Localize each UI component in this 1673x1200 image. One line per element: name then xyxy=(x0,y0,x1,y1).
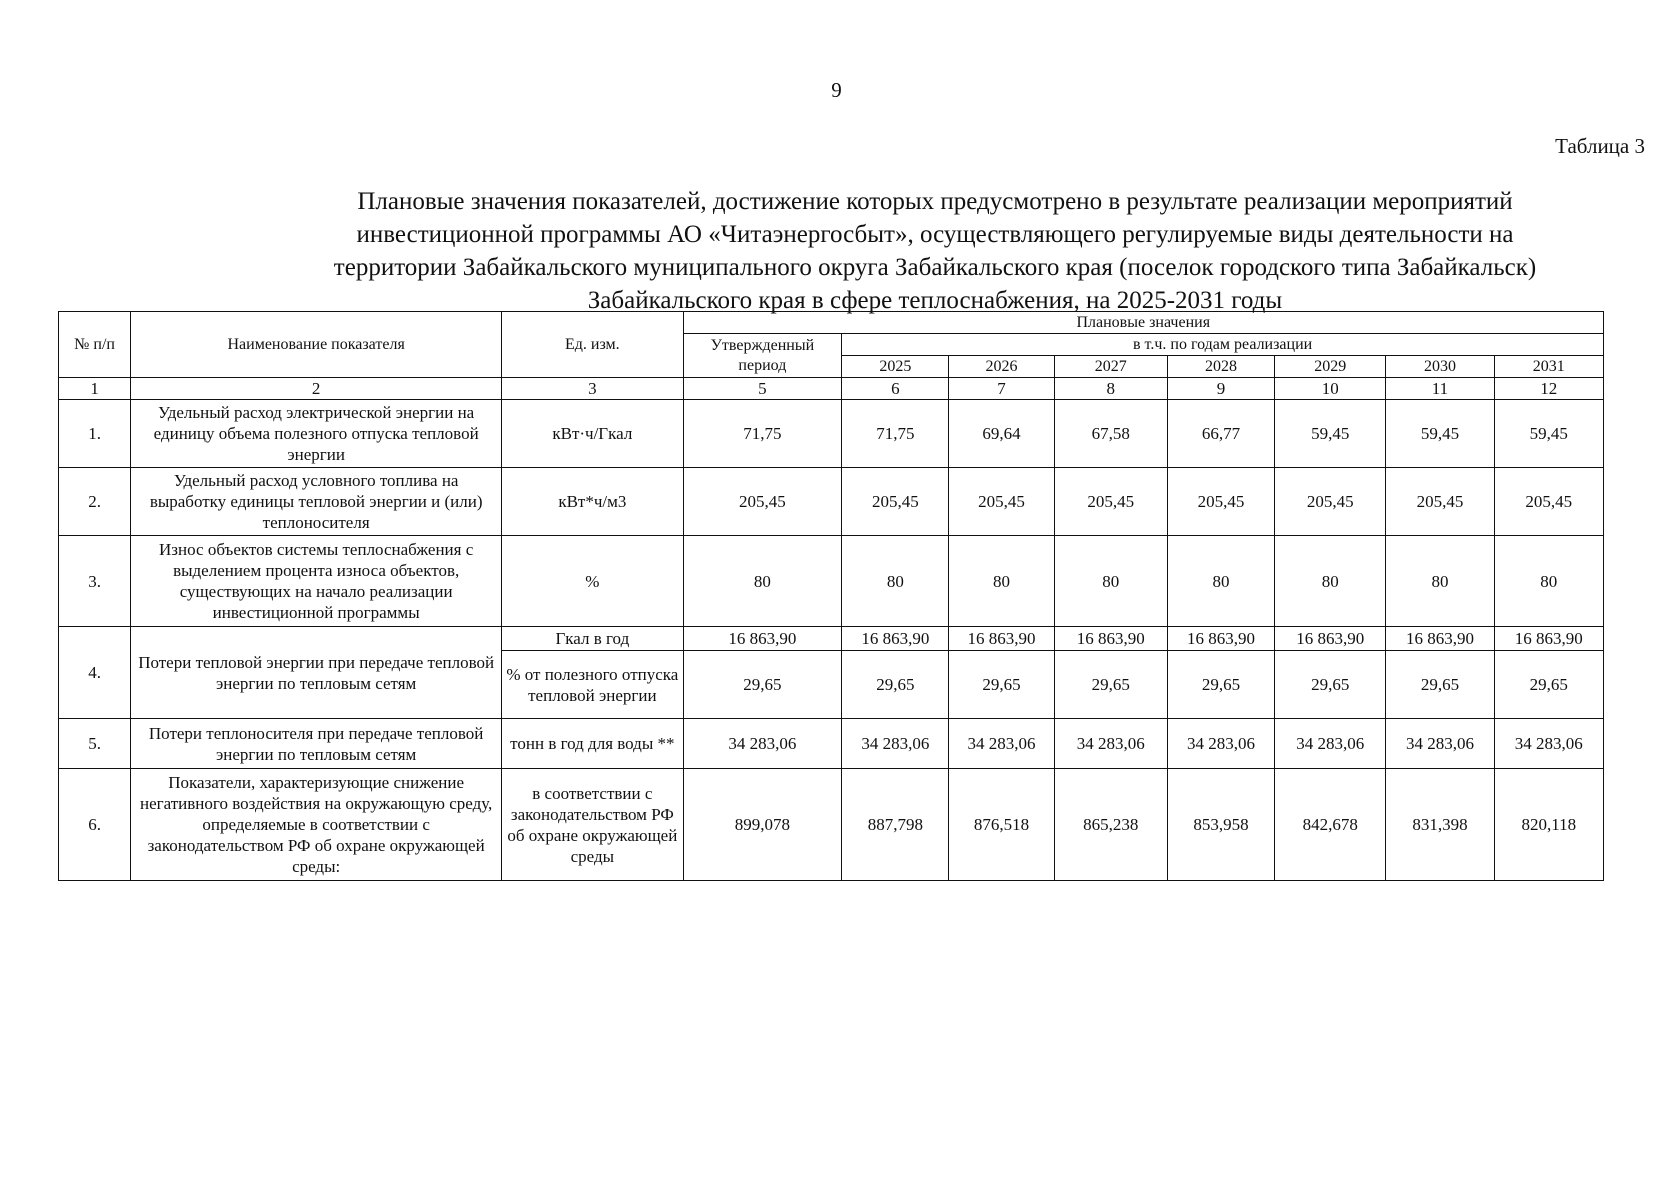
year-value: 80 xyxy=(1494,536,1603,627)
year-value: 205,45 xyxy=(1386,468,1494,536)
year-value: 80 xyxy=(1386,536,1494,627)
year-value: 887,798 xyxy=(842,769,949,881)
header-by-years: в т.ч. по годам реализации xyxy=(842,334,1604,356)
header-unit: Ед. изм. xyxy=(502,312,683,378)
col-number: 6 xyxy=(842,378,949,400)
unit: кВт·ч/Гкал xyxy=(502,400,683,468)
header-approved-period: Утвержденный период xyxy=(683,334,842,378)
header-planned-values: Плановые значения xyxy=(683,312,1603,334)
year-value: 67,58 xyxy=(1054,400,1167,468)
row-num: 5. xyxy=(59,719,131,769)
year-value: 59,45 xyxy=(1386,400,1494,468)
column-numbers-row xyxy=(59,378,1604,400)
year-value: 69,64 xyxy=(949,400,1054,468)
year-value: 29,65 xyxy=(1054,651,1167,719)
year-value: 842,678 xyxy=(1275,769,1386,881)
indicator-name: Потери тепловой энергии при передаче тепловой энергии по тепловым сетям xyxy=(131,627,502,719)
row-num: 2. xyxy=(59,468,131,536)
year-value: 865,238 xyxy=(1054,769,1167,881)
year-value: 16 863,90 xyxy=(1386,627,1494,651)
col-number: 7 xyxy=(949,378,1054,400)
col-number: 2 xyxy=(131,378,502,400)
approved-value: 899,078 xyxy=(683,769,842,881)
year-value: 80 xyxy=(1275,536,1386,627)
table-row xyxy=(59,400,1604,468)
year-value: 29,65 xyxy=(949,651,1054,719)
indicator-name: Износ объектов системы теплоснабжения с выделением процента износа объектов, существующих на начало реализации инвестиционной программы xyxy=(131,536,502,627)
year-value: 16 863,90 xyxy=(949,627,1054,651)
year-value: 16 863,90 xyxy=(1275,627,1386,651)
unit: % от полезного отпуска тепловой энергии xyxy=(502,651,683,719)
title-line: Забайкальского края в сфере теплоснабжения, на 2025-2031 годы xyxy=(587,287,1283,314)
indicator-name: Удельный расход условного топлива на выработку единицы тепловой энергии и (или) теплоносителя xyxy=(131,468,502,536)
indicators-table xyxy=(58,311,1604,881)
year-value: 34 283,06 xyxy=(1275,719,1386,769)
year-value: 80 xyxy=(1167,536,1274,627)
header-year: 2029 xyxy=(1275,356,1386,378)
header-year: 2031 xyxy=(1494,356,1603,378)
col-number: 1 xyxy=(59,378,131,400)
year-value: 34 283,06 xyxy=(1386,719,1494,769)
col-number: 3 xyxy=(502,378,683,400)
year-value: 16 863,90 xyxy=(1054,627,1167,651)
title-line: Плановые значения показателей, достижение которых предусмотрено в результате реализации мероприятий xyxy=(357,188,1513,215)
approved-value: 34 283,06 xyxy=(683,719,842,769)
indicator-name: Удельный расход электрической энергии на единицу объема полезного отпуска тепловой энергии xyxy=(131,400,502,468)
approved-value: 80 xyxy=(683,536,842,627)
year-value: 853,958 xyxy=(1167,769,1274,881)
year-value: 34 283,06 xyxy=(1054,719,1167,769)
year-value: 66,77 xyxy=(1167,400,1274,468)
year-value: 34 283,06 xyxy=(1167,719,1274,769)
table-row xyxy=(59,536,1604,627)
table-row xyxy=(59,627,1604,651)
row-num: 4. xyxy=(59,627,131,719)
indicator-name: Потери теплоносителя при передаче тепловой энергии по тепловым сетям xyxy=(131,719,502,769)
year-value: 876,518 xyxy=(949,769,1054,881)
year-value: 59,45 xyxy=(1275,400,1386,468)
year-value: 16 863,90 xyxy=(1494,627,1603,651)
year-value: 34 283,06 xyxy=(842,719,949,769)
year-value: 80 xyxy=(1054,536,1167,627)
year-value: 205,45 xyxy=(1167,468,1274,536)
year-value: 205,45 xyxy=(1494,468,1603,536)
year-value: 820,118 xyxy=(1494,769,1603,881)
row-num: 3. xyxy=(59,536,131,627)
approved-value: 16 863,90 xyxy=(683,627,842,651)
header-year: 2027 xyxy=(1054,356,1167,378)
header-num: № п/п xyxy=(59,312,131,378)
col-number: 5 xyxy=(683,378,842,400)
col-number: 11 xyxy=(1386,378,1494,400)
year-value: 205,45 xyxy=(1054,468,1167,536)
row-num: 6. xyxy=(59,769,131,881)
table-row xyxy=(59,719,1604,769)
approved-value: 29,65 xyxy=(683,651,842,719)
header-year: 2025 xyxy=(842,356,949,378)
col-number: 10 xyxy=(1275,378,1386,400)
header-year: 2030 xyxy=(1386,356,1494,378)
year-value: 59,45 xyxy=(1494,400,1603,468)
year-value: 71,75 xyxy=(842,400,949,468)
year-value: 29,65 xyxy=(1167,651,1274,719)
header-year: 2028 xyxy=(1167,356,1274,378)
row-num: 1. xyxy=(59,400,131,468)
unit: % xyxy=(502,536,683,627)
year-value: 831,398 xyxy=(1386,769,1494,881)
unit: в соответствии с законодательством РФ об охране окружающей среды xyxy=(502,769,683,881)
header-name: Наименование показателя xyxy=(131,312,502,378)
year-value: 80 xyxy=(949,536,1054,627)
approved-value: 71,75 xyxy=(683,400,842,468)
year-value: 16 863,90 xyxy=(1167,627,1274,651)
unit: тонн в год для воды ** xyxy=(502,719,683,769)
table-row xyxy=(59,769,1604,881)
unit: Гкал в год xyxy=(502,627,683,651)
table-row xyxy=(59,468,1604,536)
year-value: 29,65 xyxy=(1494,651,1603,719)
table-label: Таблица 3 xyxy=(1555,134,1645,158)
year-value: 205,45 xyxy=(949,468,1054,536)
year-value: 29,65 xyxy=(1386,651,1494,719)
col-number: 8 xyxy=(1054,378,1167,400)
year-value: 80 xyxy=(842,536,949,627)
page-number: 9 xyxy=(831,78,842,102)
document-title xyxy=(240,185,1630,317)
title-line: инвестиционной программы АО «Читаэнергосбыт», осуществляющего регулируемые виды деятельности на xyxy=(356,221,1514,248)
approved-value: 205,45 xyxy=(683,468,842,536)
year-value: 205,45 xyxy=(1275,468,1386,536)
unit: кВт*ч/м3 xyxy=(502,468,683,536)
indicator-name: Показатели, характеризующие снижение негативного воздействия на окружающую среду, определяемые в соответствии с законодательством РФ об охране окружающей среды: xyxy=(131,769,502,881)
title-line: территории Забайкальского муниципального округа Забайкальского края (поселок городского типа Забайкальск) xyxy=(333,254,1537,281)
header-year: 2026 xyxy=(949,356,1054,378)
year-value: 34 283,06 xyxy=(949,719,1054,769)
year-value: 29,65 xyxy=(842,651,949,719)
col-number: 12 xyxy=(1494,378,1603,400)
col-number: 9 xyxy=(1167,378,1274,400)
year-value: 34 283,06 xyxy=(1494,719,1603,769)
year-value: 29,65 xyxy=(1275,651,1386,719)
year-value: 16 863,90 xyxy=(842,627,949,651)
year-value: 205,45 xyxy=(842,468,949,536)
